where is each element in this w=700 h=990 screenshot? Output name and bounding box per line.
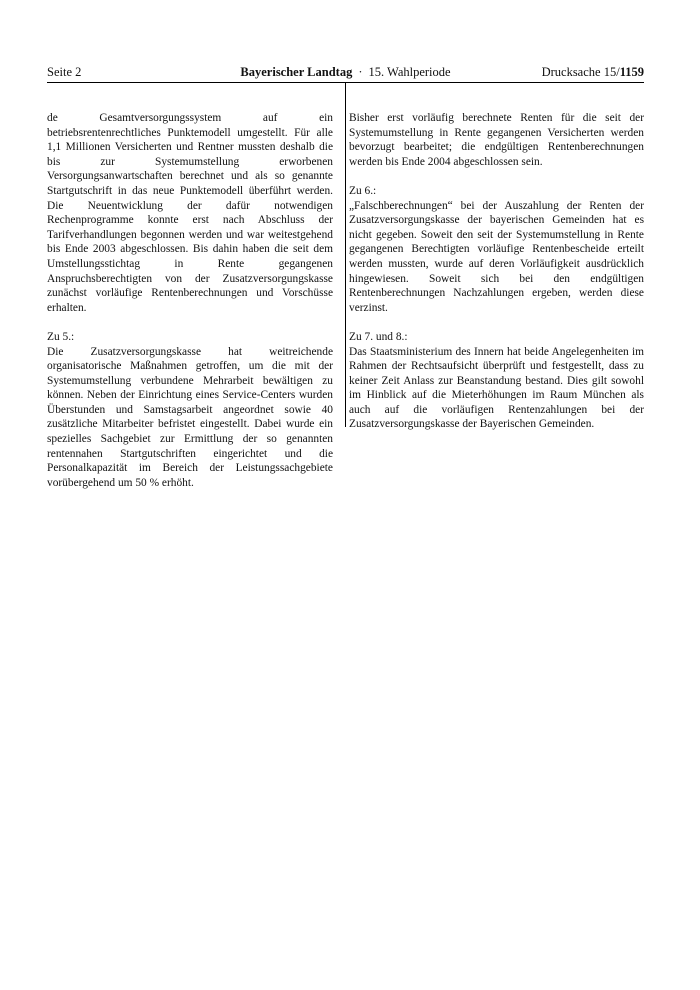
legislative-period: 15. Wahlperiode xyxy=(368,65,451,79)
page-header xyxy=(47,64,644,80)
left-paragraph-2: Die Zusatzversorgungskasse hat weitreichende organisatorische Maßnahmen getroffen, um die mit der Systemumstellung verbundene Mehrarbeit bewältigen zu können. Neben der Einrichtung eines Service-Centers wurden Überstunden und Samstagsarbeit angeordnet sowie 40 zusätzliche Mitarbeiter befristet eingestellt. Dabei wurde ein spezielles Sachgebiet zur Ermittlung der so genannten rentennahen Startgutschriften eingerichtet und die Personalkapazität im Bereich der Leistungssachgebiete vorübergehend um 50 % erhöht. xyxy=(47,345,333,489)
left-paragraph-1: de Gesamtversorgungssystem auf ein betriebsrentenrechtliches Punktemodell umgestellt. Für alle 1,1 Millionen Versicherten und Rentner mussten deshalb die bis zur Systemumstellung erworbenen Versorgungsanwartschaften berechnet und als so genannte Startgutschrift in das neue Punktemodell überführt werden. Die Neuentwicklung der dafür notwendigen Rechenprogramme konnte erst nach Abschluss der Tarifverhandlungen begonnen werden und war weitestgehend bis Ende 2003 abgeschlossen. Bis dahin haben die seit dem Umstellungsstichtag in Rente gegangenen Anspruchsberechtigten von der Zusatzversorgungskasse zunächst vorläufige Rentenberechnungen und Vorschüsse erhalten. xyxy=(47,112,333,314)
document-number-value: 1159 xyxy=(619,65,644,79)
column-divider xyxy=(345,82,346,427)
right-column xyxy=(349,111,644,432)
header-separator: · xyxy=(358,65,363,79)
document-number xyxy=(542,64,644,80)
section-heading-7-8: Zu 7. und 8.: xyxy=(349,330,408,343)
document-prefix: Drucksache 15/ xyxy=(541,65,620,79)
right-paragraph-2: „Falschberechnungen“ bei der Auszahlung der Renten der Zusatzversorgungskasse der bayerischen Gemeinden hat es nicht gegeben. Soweit den seit der Systemumstellung in Rente gegangenen Berechtigten vorläufige Rentenbescheide erteilt werden mussten, wurde auf deren Vorläufigkeit ausdrücklich hingewiesen. Soweit sich bei den endgültigen Rentenberechnungen Nachzahlungen ergeben, werden diese verzinst. xyxy=(349,199,644,314)
right-paragraph-3: Das Staatsministerium des Innern hat beide Angelegenheiten im Rahmen der Rechtsaufsicht überprüft und festgestellt, dass zu keiner Zeit Anlass zur Beanstandung bestand. Dies gilt sowohl im Hinblick auf die Mieterhöhungen im Raum München als auch auf die vorläufigen Rentenzahlungen bei der Zusatzversorgungskasse der Bayerischen Gemeinden. xyxy=(349,345,644,431)
right-paragraph-1: Bisher erst vorläufig berechnete Renten für die seit der Systemumstellung in Rente gegangenen Versicherten werden bevorzugt bearbeitet; die endgültigen Rentenberechnungen werden bis Ende 2004 abgeschlossen sein. xyxy=(349,112,644,168)
page-label: Seite 2 xyxy=(47,65,82,79)
left-column xyxy=(47,111,333,490)
section-heading-5: Zu 5.: xyxy=(47,330,75,343)
institution-name: Bayerischer Landtag xyxy=(240,65,353,79)
section-heading-6: Zu 6.: xyxy=(349,184,377,197)
